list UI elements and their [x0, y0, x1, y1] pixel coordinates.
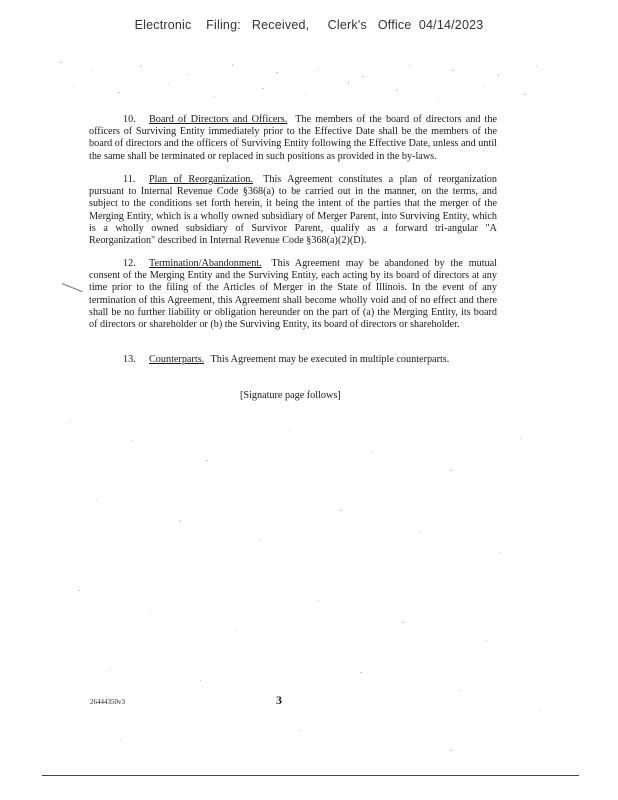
section-text: This Agreement may be abandoned by the mutual consent of the Merging Entity and the Surviving Entity, each acting by its board of directors at any time prior to the filing of the Articles of Merger in the State of Illinois. In the event of any termination of this Agreement, this Agreement shall become wholly void and of no effect and there shall be no further liability or obligation hereunder on the part of (a) the Merging Entity, its board of directors or shareholder or (b) the Surviving Entity, its board of directors or shareholder.: [89, 258, 497, 331]
section-heading: Plan of Reorganization.: [149, 174, 253, 185]
filing-stamp-header: Electronic Filing: Received, Clerk's Office 04/14/2023: [134, 18, 484, 32]
section-11-plan-of-reorganization: [89, 174, 497, 247]
section-text: The members of the board of directors and the officers of Surviving Entity immediately prior to the Effective Date shall be the members of the board of directors and the officers of Surviving Entity following the Effective Date, unless and until the same shall be terminated or replaced in such positions as provided in the by-laws.: [89, 114, 498, 162]
section-number: 11.: [123, 174, 136, 185]
section-heading: Board of Directors and Officers.: [149, 114, 288, 125]
section-number: 12.: [123, 258, 136, 269]
section-13-counterparts: [89, 354, 497, 366]
section-number: 13.: [123, 354, 136, 365]
footer-divider: [42, 775, 579, 776]
margin-pen-stroke: [62, 283, 83, 292]
document-id: 26444350v3: [90, 698, 125, 706]
section-number: 10.: [123, 114, 136, 125]
section-heading: Counterparts.: [149, 354, 205, 365]
section-10-board-of-directors: [89, 114, 497, 163]
signature-page-note: [Signature page follows]: [240, 390, 341, 401]
section-heading: Termination/Abandonment.: [149, 258, 262, 269]
section-12-termination: [89, 258, 497, 331]
section-text: This Agreement may be executed in multiple counterparts.: [210, 354, 450, 365]
section-text: This Agreement constitutes a plan of reorganization pursuant to Internal Revenue Code §368(a) to be carried out in the manner, on the terms, and subject to the conditions set forth herein, it being the intent of the parties that the merger of the Merging Entity, which is a wholly owned subsidiary of Merger Parent, into Surviving Entity, which is a wholly owned subsidiary of Survivor Parent, qualify as a forward tri-angular "A Reorganization" described in Internal Revenue Code §368(a)(2)(D).: [89, 174, 497, 247]
page-number: 3: [276, 693, 282, 707]
